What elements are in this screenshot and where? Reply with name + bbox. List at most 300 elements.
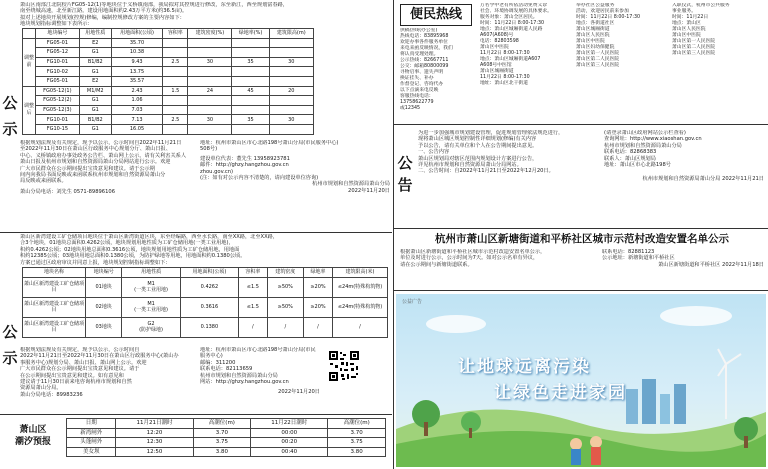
table-cell: 00:20 xyxy=(251,438,328,448)
hotline-line: 萧山区第一人民医院 xyxy=(576,51,620,56)
column-divider xyxy=(393,0,394,469)
demolition-notice xyxy=(396,230,768,288)
hotline-line: 萧山区妇幼保健院 xyxy=(576,45,615,50)
intro-line: 地块规划指标调整如下表所示： xyxy=(20,21,93,28)
hotline-line: 时间：11月22日 8:00-17:30 xyxy=(480,21,545,26)
table-row xyxy=(23,67,314,77)
hotline-line: 13758622779 xyxy=(400,100,434,105)
table-cell: ≥20% xyxy=(303,277,332,297)
contact-footer: 萧山分局电话：89983236 xyxy=(20,391,83,398)
table-cell: / xyxy=(267,317,303,337)
issuer-name: 杭州市规划和自然资源局萧山分局 xyxy=(642,176,721,183)
table-row xyxy=(23,48,314,58)
table-row xyxy=(23,57,314,67)
body-line: 杭州市规划和自然资源局萧山分局 xyxy=(604,142,682,149)
notice-1-table xyxy=(22,28,314,135)
table-header: 建筑限高(米) xyxy=(333,268,388,278)
table-cell: 12:20 xyxy=(116,428,193,438)
table-cell: 3.80 xyxy=(193,447,251,457)
public-service-banner xyxy=(396,294,766,467)
table-cell: 30 xyxy=(269,57,313,67)
notice-1 xyxy=(0,0,392,232)
demolition-body-right xyxy=(602,249,764,268)
date: 2022年11月18日 xyxy=(722,261,764,268)
table-cell: ≤24m(特殊构筑物) xyxy=(333,277,388,297)
hotline-line: 社会、环境协调发展的具体要求。 xyxy=(480,9,552,14)
body-line: 现将萧山区城区规划控制性详细规划(修编)有关内容 xyxy=(418,136,537,143)
table-cell: G2 (防护绿地) xyxy=(122,317,180,337)
hotline-line: 萧山区人民医院 xyxy=(576,33,610,38)
table-header: 地块编号 xyxy=(86,268,122,278)
body-line: 在公示期间提出宝贵意见和建议。如有意见和 xyxy=(20,372,124,379)
body-line: 根据规划法规及有关规定，现予以公示，公示时间自2022年11月21日 xyxy=(20,140,182,146)
table-cell xyxy=(232,76,269,86)
hotline-line: 寻物启事、遗失声明 xyxy=(400,70,444,75)
hotline-line: 地点：萧山区城厢街道人民路 xyxy=(480,27,543,32)
hotline-line: 入职仪式，杭州市公共服务 xyxy=(672,3,730,8)
table-cell: 美女坝 xyxy=(67,447,116,457)
table-row xyxy=(23,297,388,317)
table-cell: FG05-12(2) xyxy=(36,96,80,106)
table-row xyxy=(23,277,388,297)
table-row xyxy=(23,76,314,86)
table-row xyxy=(23,115,314,125)
table-cell xyxy=(269,38,313,48)
body-line: 单位及时进行公示，公示时间为7天。如对公示名单有异议， xyxy=(400,255,539,262)
table-cell: 萧山区新湾建设工矿仓储项目 xyxy=(23,317,86,337)
table-header: 用地性质 xyxy=(79,29,111,39)
table-header: 高潮位(m) xyxy=(193,419,251,429)
table-cell xyxy=(232,48,269,58)
body-line: 根据萧山区新塘街道和平桥社区城市示范村改造安置名单公示， xyxy=(400,249,546,255)
body-line: 根据规划法规及有关规定，现予以公示，公示时间自 xyxy=(20,347,140,353)
hotline-line: 作督登记、咨询代办 xyxy=(400,82,444,87)
notice-2-gongshi-label xyxy=(1,319,19,371)
banner-label: 公益广告 xyxy=(402,299,423,305)
table-cell xyxy=(163,105,188,115)
hotline-line: 萧山区城厢街道 xyxy=(480,69,514,74)
tide-table xyxy=(66,418,386,457)
table-cell: FG10-15 xyxy=(36,124,80,134)
table-cell: 00:00 xyxy=(251,428,328,438)
table-row xyxy=(23,317,388,337)
table-cell xyxy=(188,105,232,115)
hotline-col-1 xyxy=(400,28,476,112)
hotline-line: 热线电话：83895968 xyxy=(400,34,449,39)
table-cell: 0.3616 xyxy=(180,297,238,317)
table-cell: FG10-01 xyxy=(36,115,80,125)
divider xyxy=(394,290,768,291)
table-cell: G1 xyxy=(79,96,111,106)
date: 2022年11月21日 xyxy=(722,176,764,183)
postcode: 邮编：311200 xyxy=(200,359,236,366)
body-line: 广大市民群众在公示期间提出宝贵意见和建议。请于公示期 xyxy=(20,165,155,172)
intro-line: 积约0.4262公顷；02地块用地总面积0.3616公顷，地块规划用地性质为工矿仓储用地，用地面 xyxy=(20,246,240,253)
hotline-line: 地点：萧山区 xyxy=(672,21,701,26)
address: 地址：杭州市萧山区市心北路198号萧山分局(市民服务中心) xyxy=(200,140,339,146)
divider xyxy=(394,228,768,229)
table-row xyxy=(23,38,314,48)
table-header: 建筑限高(m) xyxy=(269,29,313,39)
body-line: 萧山日报及杭州市规划和自然资源局萧山分局网站进行公示。欢迎 xyxy=(20,159,171,166)
postcode: 508号) xyxy=(200,146,218,153)
notice-3-right xyxy=(604,130,764,183)
body-line: 详见杭州市规划和自然资源局萧山分局网站。 xyxy=(418,162,522,169)
table-cell xyxy=(163,76,188,86)
table-cell xyxy=(188,67,232,77)
date: 2022年11月20日 xyxy=(278,389,320,396)
table-header: 建筑密度 xyxy=(267,268,303,278)
hotline-line: 服务对象：萧山全区居民。 xyxy=(480,15,538,20)
hotline-line: 欢迎办事各件服务单位 xyxy=(400,40,448,45)
table-cell: M1/M2 xyxy=(79,86,111,96)
contact-label: 建设单位代表： xyxy=(200,155,237,162)
table-cell: 20 xyxy=(269,86,313,96)
table-cell: ≤1.5 xyxy=(239,297,267,317)
table-cell: 35 xyxy=(232,57,269,67)
hotline-section xyxy=(396,0,768,124)
table-cell: 16.05 xyxy=(111,124,162,134)
hotline-line: A608号中医馆 xyxy=(480,63,512,68)
contact-name: 董先生 xyxy=(236,155,252,162)
table-cell: ≥20% xyxy=(303,297,332,317)
intro-line: 方案已通过区政府审议并同意上报，地块规划控制指标调整如下： xyxy=(20,259,171,266)
body-line: 予以公告，请有关单位和个人在公告期间提出意见。 xyxy=(418,142,538,149)
notice-1-body xyxy=(20,140,195,195)
table-cell: B1/B2 xyxy=(79,57,111,67)
notice-1-intro xyxy=(20,2,390,28)
table-header: 地块名称 xyxy=(23,268,86,278)
body-line: 资源局萧山分局。 xyxy=(20,385,62,392)
table-cell: 1.06 xyxy=(111,96,162,106)
hotline-line: 地点：萧山区城厢街道A607 xyxy=(480,57,541,62)
table-cell: ≥50% xyxy=(267,297,303,317)
body-line: 间内向我局书面反映或来函联系杭州市规划和自然资源局萧山分 xyxy=(20,172,166,179)
contact-footer: 萧山分局电话：刘先生 0571-89896106 xyxy=(20,188,116,195)
table-cell: 2.5 xyxy=(163,115,188,125)
hotline-line: 萧山区第二人民医院 xyxy=(672,45,716,50)
table-cell xyxy=(163,124,188,134)
table-cell: ≤1.5 xyxy=(239,277,267,297)
table-header: 11月21日潮时 xyxy=(116,419,193,429)
table-cell: ≤24m(特殊构筑物) xyxy=(333,297,388,317)
table-cell: B1/B2 xyxy=(79,115,111,125)
table-cell xyxy=(188,48,232,58)
intro-line: 南至绕城高速，北至新江路。建设用地面积约2.43万平方米(约36.5亩)。 xyxy=(20,8,188,15)
hotline-line: 万名学中老有所依活动免费义诊 xyxy=(480,3,548,8)
table-header xyxy=(23,29,36,39)
table-cell: 35 xyxy=(232,115,269,125)
hotline-line: 客服热线电话： xyxy=(400,94,434,99)
hotline-line: 或12345 xyxy=(400,106,421,111)
row-group-label: 调整前 xyxy=(23,38,36,86)
table-header: 建筑密度(%) xyxy=(188,29,232,39)
notice-2-table xyxy=(22,267,388,338)
intro-line: 积约12385公顷；03地块用地总面积0.1380公顷，为防护绿地等用地，用地面积约0.1380公顷。 xyxy=(20,253,246,260)
table-header: 地块编号 xyxy=(36,29,80,39)
demolition-title: 杭州市萧山区新塘街道和平桥社区城市示范村改造安置名单公示 xyxy=(435,233,729,245)
table-cell: / xyxy=(333,317,388,337)
notice-3-gongshi-label xyxy=(396,152,414,196)
demolition-body-left xyxy=(400,249,596,268)
table-cell: 35.70 xyxy=(111,38,162,48)
hotline-col-2 xyxy=(480,3,570,87)
contact-phone: 13958923781 xyxy=(253,155,290,162)
table-cell: FG05-01 xyxy=(36,76,80,86)
website[interactable]: 网站：http://ghzy.hangzhou.gov.cn xyxy=(200,379,289,386)
table-header-row xyxy=(23,29,314,39)
hotline-line: 地点：各街道社区 xyxy=(576,21,615,26)
notice-3 xyxy=(396,126,768,226)
table-row xyxy=(23,96,314,106)
issuer-name: 萧山区新塘街道和平桥社区 xyxy=(658,261,721,268)
hotline-line: 萧山区城厢街道 xyxy=(576,27,610,32)
table-cell: 12:30 xyxy=(116,438,193,448)
table-cell xyxy=(232,105,269,115)
notice-3-body xyxy=(418,130,598,175)
table-cell: G1 xyxy=(79,48,111,58)
hotline-line: 公示热线：82667711 xyxy=(400,58,449,63)
body-line: 请在公示期间与新塘街道联系。 xyxy=(400,261,473,268)
table-cell: 24 xyxy=(188,86,232,96)
table-header-row xyxy=(23,268,388,278)
table-header: 11月22日潮时 xyxy=(251,419,328,429)
table-cell xyxy=(163,67,188,77)
table-cell xyxy=(269,48,313,58)
body-line: 为进一步加强城市规划建设管理，促进规划管理依法规范进行， xyxy=(418,130,564,136)
hotline-line: 萧山区人民医院 xyxy=(672,27,706,32)
table-header: 日期 xyxy=(67,419,116,429)
table-cell: 7.03 xyxy=(111,105,162,115)
table-row xyxy=(23,124,314,134)
body-line: 一、公告内容 xyxy=(418,149,450,156)
hotline-line: 地址：萧山区北干街道 xyxy=(480,81,528,86)
table-cell xyxy=(232,96,269,106)
hotline-line: 萧山区第三人民医院 xyxy=(576,63,620,68)
hotline-line: 萧山区中医院 xyxy=(480,45,509,50)
intro-line: 拟对上述地块开展规划(控规)修编，编制控规修改方案的主要内容如下： xyxy=(20,14,185,21)
notice-1-gongshi-label xyxy=(1,90,19,142)
table-cell xyxy=(232,67,269,77)
divider xyxy=(0,232,392,233)
hotline-line: A607(A608)号 xyxy=(480,33,514,38)
table-cell xyxy=(269,76,313,86)
table-cell: 00:40 xyxy=(251,447,328,457)
table-cell xyxy=(269,67,313,77)
hotline-line: 来电来函反映情况，我们 xyxy=(400,46,453,51)
hotline-line: 萧山区中医院 xyxy=(672,33,701,38)
table-header: 容积率 xyxy=(163,29,188,39)
table-cell: 01地块 xyxy=(86,277,122,297)
gongshi-text: 公示 xyxy=(2,94,18,138)
table-cell: 0.1380 xyxy=(180,317,238,337)
table-header: 用地面积(公顷) xyxy=(180,268,238,278)
table-header: 用地性质 xyxy=(122,268,180,278)
hotline-col-4 xyxy=(672,3,764,57)
table-cell: 3.75 xyxy=(193,438,251,448)
table-cell: M1 (一类工业用地) xyxy=(122,277,180,297)
body-line: 2022年11月21日至2022年11月30日在萧山区行政服务中心(萧山办 xyxy=(20,353,179,360)
table-cell: FG10-01 xyxy=(36,57,80,67)
notice-2-body xyxy=(20,347,195,398)
table-cell: 35.57 xyxy=(111,76,162,86)
email[interactable]: 邮件：http://ghzy.hangzhou.gov.cn xyxy=(200,162,289,169)
hotline-line: 萧山区第三人民医院 xyxy=(672,51,716,56)
banner-slogan-1: 让地球远离污染 xyxy=(458,357,591,377)
table-cell: G1 xyxy=(79,105,111,115)
table-cell: 萧山区新湾建设工矿仓储项目 xyxy=(23,277,86,297)
table-cell: 头蓬闸外 xyxy=(67,438,116,448)
hotline-line: 公交：邮箱80800099 xyxy=(400,64,449,69)
table-header: 容积率 xyxy=(239,268,267,278)
table-cell: E2 xyxy=(79,38,111,48)
table-cell: 03地块 xyxy=(86,317,122,337)
table-row xyxy=(67,428,386,438)
table-cell xyxy=(163,48,188,58)
body-line: 局反映或来函联系。 xyxy=(20,178,67,185)
hotline-line: 时间：11月22日 8:00-17:30 xyxy=(576,15,641,20)
table-cell: 1.5 xyxy=(163,86,188,96)
table-cell: M1 (一类工业用地) xyxy=(122,297,180,317)
table-header: 绿地率(%) xyxy=(232,29,269,39)
notice-1-right-info xyxy=(200,140,390,194)
hotline-line: 电话：82803598 xyxy=(480,39,519,44)
body-line: (请登录萧山区政府网站公示栏查看) xyxy=(604,130,686,136)
table-cell: FG05-12 xyxy=(36,48,80,58)
table-cell: / xyxy=(303,317,332,337)
table-row xyxy=(23,86,314,96)
table-cell: 0.4262 xyxy=(180,277,238,297)
table-cell: FG05-12(3) xyxy=(36,105,80,115)
table-cell: 02地块 xyxy=(86,297,122,317)
table-cell: 9.43 xyxy=(111,57,162,67)
qr-code-icon xyxy=(328,350,360,382)
hotline-line: 萧山区中医院 xyxy=(576,39,605,44)
table-cell: 3.75 xyxy=(328,438,386,448)
body-line: 建议请于11月30日前来电咨询杭州市规划和自然 xyxy=(20,379,132,386)
hotline-line: 以下点滴来电反映 xyxy=(400,88,439,93)
table-cell: 30 xyxy=(188,57,232,67)
body-line: 二、公告时间：自2022年11月21日至2022年12月20日。 xyxy=(418,168,554,175)
hotline-line: 萧山区第一人民医院 xyxy=(672,39,716,44)
body-line: 联系电话：82881123 xyxy=(602,249,655,255)
table-cell xyxy=(269,105,313,115)
notice-2-right-info xyxy=(200,347,320,396)
table-cell xyxy=(163,96,188,106)
table-row xyxy=(67,447,386,457)
table-cell: FG05-12(1) xyxy=(36,86,80,96)
table-header: 高潮位(m) xyxy=(328,419,386,429)
hotline-line: 时间：11月22日 xyxy=(672,15,709,20)
table-header: 绿地率 xyxy=(303,268,332,278)
body-line: 事服务中心)规划分局、萧山日报、萧山网上公示。欢迎 xyxy=(20,359,147,366)
table-cell: 萧山区新湾建设工矿仓储项目 xyxy=(23,297,86,317)
hotline-line: 事业服务。 xyxy=(672,9,696,14)
notice-2 xyxy=(0,234,392,414)
body-line: 广大市民群众在公示期间提出宝贵意见和建议。请于 xyxy=(20,366,140,373)
table-cell: 12:50 xyxy=(116,447,193,457)
table-cell xyxy=(188,124,232,134)
banner-slogan-2: 让绿色走进家园 xyxy=(494,383,627,403)
body-line: 联系人：萧山区规划局 xyxy=(604,155,656,162)
hotline-line: 11月22日 8:00-17:30 xyxy=(480,51,530,56)
table-cell xyxy=(188,76,232,86)
intro-line: 萧山区新湾建设工矿仓储项目地块位于萧山区新湾街道区块，东至经编路，西至水长路，南至XX路，北至XX路， xyxy=(20,234,279,240)
table-header-row xyxy=(67,419,386,429)
hotline-title: 便民热线 xyxy=(400,4,472,26)
hotline-col-3 xyxy=(576,3,666,69)
hotline-line: 将认真受理处理。 xyxy=(400,52,439,57)
table-cell: 2.5 xyxy=(163,57,188,67)
table-cell: 13.75 xyxy=(111,67,162,77)
note: (注：如有对公示内容不清楚的，请向建设单位咨询) xyxy=(200,175,319,182)
table-cell xyxy=(269,96,313,106)
table-cell xyxy=(269,124,313,134)
hotline-line: 换证挂失、补办 xyxy=(400,76,434,81)
table-cell: 3.80 xyxy=(328,447,386,457)
table-cell xyxy=(188,96,232,106)
row-group-label: 调整后 xyxy=(23,86,36,134)
gov-line: zhou.gov.cn) xyxy=(200,168,234,175)
table-cell: 3.70 xyxy=(328,428,386,438)
table-cell: 10.38 xyxy=(111,48,162,58)
unit: 杭州市规划和自然资源局萧山分局 xyxy=(200,372,278,379)
table-cell: ≥50% xyxy=(267,277,303,297)
table-row xyxy=(67,438,386,448)
table-cell: 30 xyxy=(269,115,313,125)
table-cell: 3.70 xyxy=(193,428,251,438)
hotline-line: 举办社区公益服务 xyxy=(576,3,615,8)
hotline-line: 11月22日 8:00-17:30 xyxy=(480,75,530,80)
divider xyxy=(0,414,392,415)
body-line: 地址：萧山区市心北路198号 xyxy=(604,162,671,169)
table-cell: 30 xyxy=(188,115,232,125)
divider xyxy=(394,124,768,125)
intro-line: 合3个地块，01地块总面积0.4262公顷，地块规划用地性质为工矿仓储用地(一类工业用地)， xyxy=(20,240,234,247)
issuer xyxy=(602,262,764,268)
table-cell: 7.13 xyxy=(111,115,162,125)
table-header: 用地面积(公顷) xyxy=(111,29,162,39)
table-cell: G1 xyxy=(79,67,111,77)
table-cell xyxy=(232,38,269,48)
tide-forecast xyxy=(0,416,392,469)
table-cell: 2.43 xyxy=(111,86,162,96)
table-cell: 45 xyxy=(232,86,269,96)
table-row xyxy=(23,105,314,115)
body-line: 萧山区规划局对辖区范围内规划设计方案进行公告， xyxy=(418,155,538,162)
phone: 联系电话：82113659 xyxy=(200,366,253,373)
intro-line: 萧山区南部江北院校片FG05-12(1)等地块位于义桥镇南部，我局拟对其控规进行修改，东至新江，西至规划富春路， xyxy=(20,2,289,8)
hotline-line: 活动，欢迎居民前来参加 xyxy=(576,9,629,14)
body-line: 联系电话：82868383 xyxy=(604,149,657,156)
body-line: 至2022年11月30日在萧山区行政服务中心规划分厅、萧山日报、 xyxy=(20,146,171,153)
issuer xyxy=(604,176,764,182)
notice-2-intro xyxy=(20,234,390,266)
table-cell: G1 xyxy=(79,124,111,134)
address: 地址：杭州市萧山区市心北路198号萧山分局(市民服务中心) xyxy=(200,347,316,360)
date: 2022年11月20日 xyxy=(348,187,390,194)
hotline-line: 供稿热线(办公室) xyxy=(400,28,438,33)
gongshi-text: 公示 xyxy=(2,323,18,367)
gongshi-text: 公告 xyxy=(397,154,413,194)
table-cell xyxy=(232,124,269,134)
tide-title: 萧山区 潮汐预报 xyxy=(14,425,51,447)
table-cell: / xyxy=(239,317,267,337)
table-cell: FG10-02 xyxy=(36,67,80,77)
table-cell xyxy=(163,38,188,48)
body-line[interactable]: 查询网址：http://www.xiaoshan.gov.cn xyxy=(604,136,702,143)
issuer: 杭州市规划和自然资源局萧山分局 xyxy=(312,181,390,188)
